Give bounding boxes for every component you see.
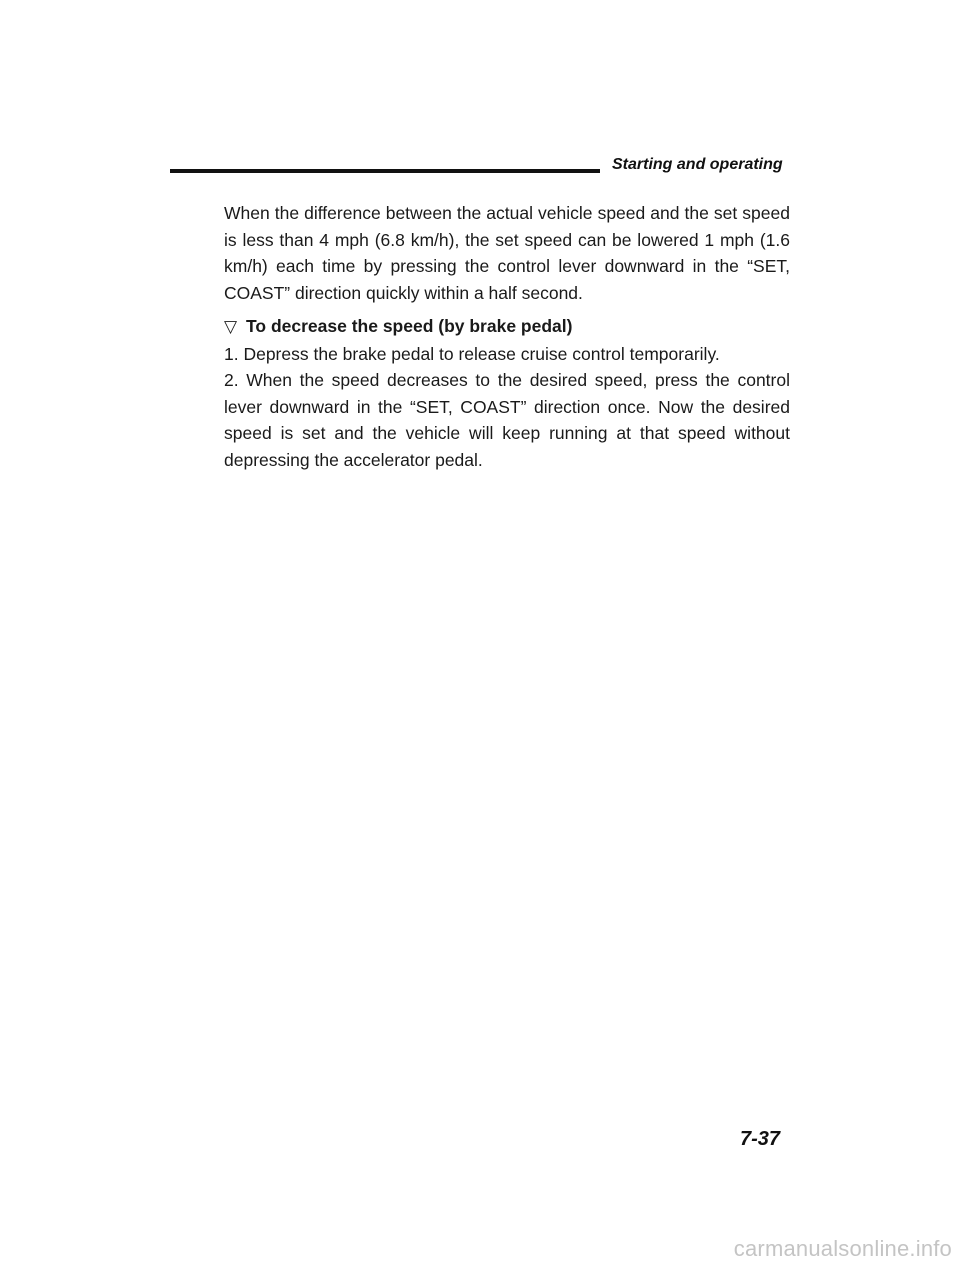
step-2: 2. When the speed decreases to the desired speed, press the control lever downward in the “SET, COAST” direction once. Now the desired speed is set and the vehicle will keep running at that speed without depressing the accelerator pedal.: [224, 370, 790, 470]
page-content: [224, 200, 790, 473]
page-number: 7-37: [740, 1128, 781, 1150]
section-heading: [224, 313, 790, 341]
step-1: 1. Depress the brake pedal to release cruise control temporarily.: [224, 343, 720, 364]
watermark: carmanualsonline.info: [733, 1236, 952, 1261]
section-heading-text: To decrease the speed (by brake pedal): [246, 316, 573, 336]
triangle-down-icon: ▽: [224, 317, 238, 336]
header-rule: [170, 169, 600, 173]
section-title: Starting and operating: [612, 156, 783, 173]
intro-paragraph: When the difference between the actual vehicle speed and the set speed is less than 4 mph (6.8 km/h), the set speed can be lowered 1 mph (1.6 km/h) each time by pressing the control lever downward in the “SET, COAST” direction quickly within a half second.: [224, 203, 790, 303]
